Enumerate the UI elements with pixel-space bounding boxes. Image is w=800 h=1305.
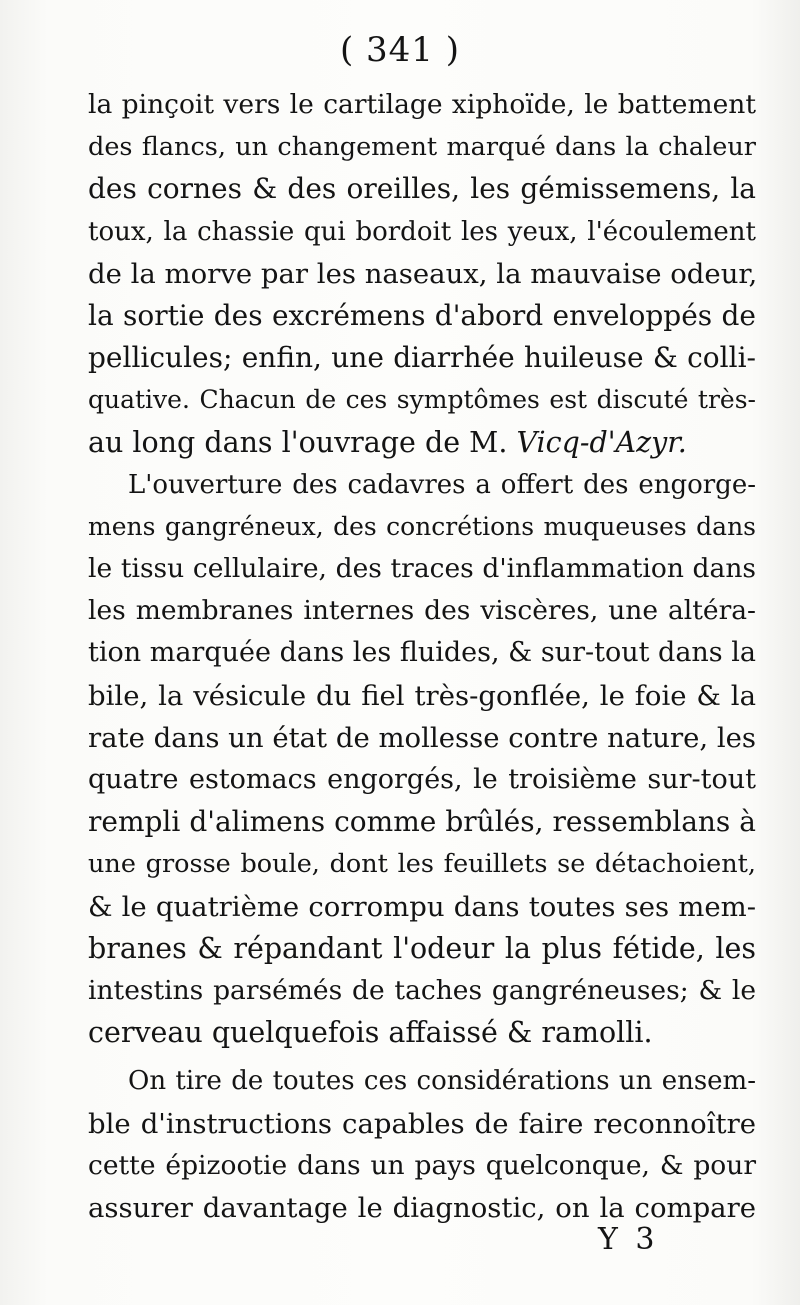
text-line: rempli d'alimens comme brûlés, ressemblans à <box>88 805 756 839</box>
signature-mark: Y 3 <box>598 1222 659 1257</box>
text-line: assurer davantage le diagnostic, on la compare <box>88 1191 756 1224</box>
text-line: mens gangréneux, des concrétions muqueuses dans <box>88 511 756 541</box>
text-line: cette épizootie dans un pays quelconque, & pour <box>88 1149 756 1181</box>
paragraph-2 <box>88 464 756 1055</box>
text-line: quatre estomacs engorgés, le troisième sur-tout <box>88 764 756 795</box>
author-name: Vicq-d'Azyr. <box>516 425 687 459</box>
text-line: une grosse boule, dont les feuillets se détachoient, <box>88 849 756 880</box>
text-line: tion marquée dans les fluides, & sur-tout dans la <box>88 637 756 669</box>
text-line: intestins parsémés de taches gangréneuses; & le <box>88 974 756 1006</box>
text-line: L'ouverture des cadavres a offert des engorge- <box>128 469 756 500</box>
text-line: & le quatrième corrompu dans toutes ses mem- <box>88 890 756 923</box>
text-line: ble d'instructions capables de faire reconnoître <box>88 1107 756 1140</box>
text-line: pellicules; enfin, une diarrhée huileuse & colli- <box>88 341 756 375</box>
paragraph-3 <box>88 1060 756 1229</box>
text-line: le tissu cellulaire, des traces d'inflammation dans <box>88 553 756 585</box>
text-line: branes & répandant l'odeur la plus fétide, les <box>88 931 756 965</box>
text-line: toux, la chassie qui bordoit les yeux, l'écoulement <box>88 216 756 247</box>
text-line-last: cerveau quelquefois affaissé & ramolli. <box>88 1016 653 1050</box>
paragraph-1 <box>88 84 756 464</box>
text-line: des cornes & des oreilles, les gémissemens, la <box>88 172 756 206</box>
text-line: les membranes internes des viscères, une altéra- <box>88 595 756 627</box>
body-text <box>88 84 756 1229</box>
text-line: rate dans un état de mollesse contre nature, les <box>88 721 757 754</box>
page-number: ( 341 ) <box>339 30 461 70</box>
text-line: des flancs, un changement marqué dans la chaleur <box>88 132 756 163</box>
text-line: la sortie des excrémens d'abord enveloppés de <box>88 298 756 332</box>
text-line-last <box>88 422 756 464</box>
text-line: la pinçoit vers le cartilage xiphoïde, le battement <box>88 89 756 120</box>
text-line: de la morve par les naseaux, la mauvaise odeur, <box>88 257 758 290</box>
text-line-roman: au long dans l'ouvrage de M. <box>88 425 517 459</box>
text-line: bile, la vésicule du fiel très-gonflée, le foie & la <box>88 679 756 712</box>
text-line: quative. Chacun de ces symptômes est discuté très- <box>88 385 756 415</box>
text-line: On tire de toutes ces considérations un ensem- <box>128 1066 756 1097</box>
